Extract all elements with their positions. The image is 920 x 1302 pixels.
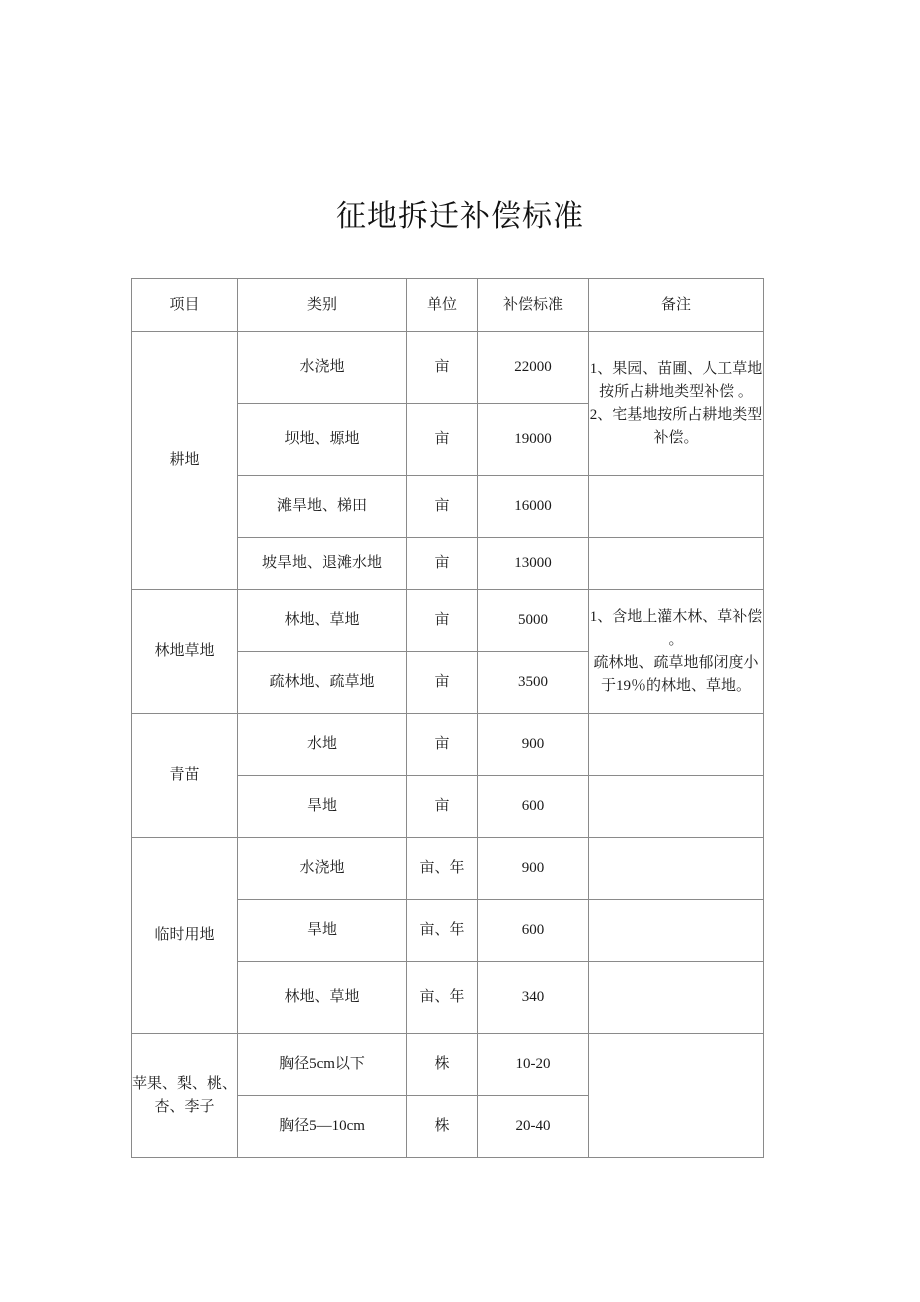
note-line: 1、含地上灌木林、草补偿 。 xyxy=(589,608,763,648)
note-line: 1、果园、苗圃、人工草地按所占耕地类型补偿 。 xyxy=(589,360,763,400)
group-label-green-seedlings: 青苗 xyxy=(132,714,238,838)
unit-cell: 株 xyxy=(407,1096,478,1158)
category-cell: 水浇地 xyxy=(238,332,407,404)
note-cell-empty xyxy=(589,776,764,838)
unit-cell: 亩 xyxy=(407,538,478,590)
unit-cell: 亩 xyxy=(407,476,478,538)
standard-cell: 19000 xyxy=(478,404,589,476)
unit-cell: 亩、年 xyxy=(407,900,478,962)
category-cell: 胸径5—10cm xyxy=(238,1096,407,1158)
standard-cell: 340 xyxy=(478,962,589,1034)
note-line: 2、宅基地按所占耕地类型补偿。 xyxy=(589,406,763,446)
note-cell-empty xyxy=(589,714,764,776)
note-cell-empty xyxy=(589,900,764,962)
table-row xyxy=(132,838,764,900)
standard-cell: 3500 xyxy=(478,652,589,714)
unit-cell: 亩 xyxy=(407,332,478,404)
note-cell-empty xyxy=(589,538,764,590)
unit-cell: 亩、年 xyxy=(407,962,478,1034)
group-label-cultivated-land: 耕地 xyxy=(132,332,238,590)
compensation-standards-table xyxy=(131,278,764,1158)
standard-cell: 13000 xyxy=(478,538,589,590)
header-unit: 单位 xyxy=(407,279,478,332)
standard-cell: 900 xyxy=(478,838,589,900)
unit-cell: 亩 xyxy=(407,776,478,838)
header-item: 项目 xyxy=(132,279,238,332)
standard-cell: 600 xyxy=(478,776,589,838)
unit-cell: 亩、年 xyxy=(407,838,478,900)
category-cell: 林地、草地 xyxy=(238,590,407,652)
unit-cell: 株 xyxy=(407,1034,478,1096)
note-cell-empty xyxy=(589,476,764,538)
table-row xyxy=(132,590,764,652)
note-cell-empty xyxy=(589,838,764,900)
standard-cell: 10-20 xyxy=(478,1034,589,1096)
standard-cell: 900 xyxy=(478,714,589,776)
table-header-row xyxy=(132,279,764,332)
standard-cell: 16000 xyxy=(478,476,589,538)
group-label-temporary-land: 临时用地 xyxy=(132,838,238,1034)
note-line: 疏林地、疏草地郁闭度小于19％的林地、草地。 xyxy=(593,654,759,694)
category-cell: 旱地 xyxy=(238,776,407,838)
category-cell: 坝地、塬地 xyxy=(238,404,407,476)
note-cell-cultivated-land xyxy=(589,332,764,476)
standard-cell: 20-40 xyxy=(478,1096,589,1158)
standard-cell: 22000 xyxy=(478,332,589,404)
table-row xyxy=(132,714,764,776)
category-cell: 水地 xyxy=(238,714,407,776)
group-label-fruit-trees: 苹果、梨、桃、杏、李子 xyxy=(132,1034,238,1158)
note-cell-forest-grassland xyxy=(589,590,764,714)
group-label-forest-grassland: 林地草地 xyxy=(132,590,238,714)
note-cell-empty xyxy=(589,1034,764,1158)
header-note: 备注 xyxy=(589,279,764,332)
category-cell: 滩旱地、梯田 xyxy=(238,476,407,538)
unit-cell: 亩 xyxy=(407,404,478,476)
category-cell: 旱地 xyxy=(238,900,407,962)
unit-cell: 亩 xyxy=(407,590,478,652)
header-standard: 补偿标准 xyxy=(478,279,589,332)
category-cell: 水浇地 xyxy=(238,838,407,900)
standard-cell: 5000 xyxy=(478,590,589,652)
category-cell: 胸径5cm以下 xyxy=(238,1034,407,1096)
standard-cell: 600 xyxy=(478,900,589,962)
unit-cell: 亩 xyxy=(407,714,478,776)
category-cell: 疏林地、疏草地 xyxy=(238,652,407,714)
page-title: 征地拆迁补偿标准 xyxy=(336,200,584,233)
note-cell-empty xyxy=(589,962,764,1034)
category-cell: 林地、草地 xyxy=(238,962,407,1034)
table-row xyxy=(132,332,764,404)
header-category: 类别 xyxy=(238,279,407,332)
unit-cell: 亩 xyxy=(407,652,478,714)
category-cell: 坡旱地、退滩水地 xyxy=(238,538,407,590)
table-row xyxy=(132,1034,764,1096)
